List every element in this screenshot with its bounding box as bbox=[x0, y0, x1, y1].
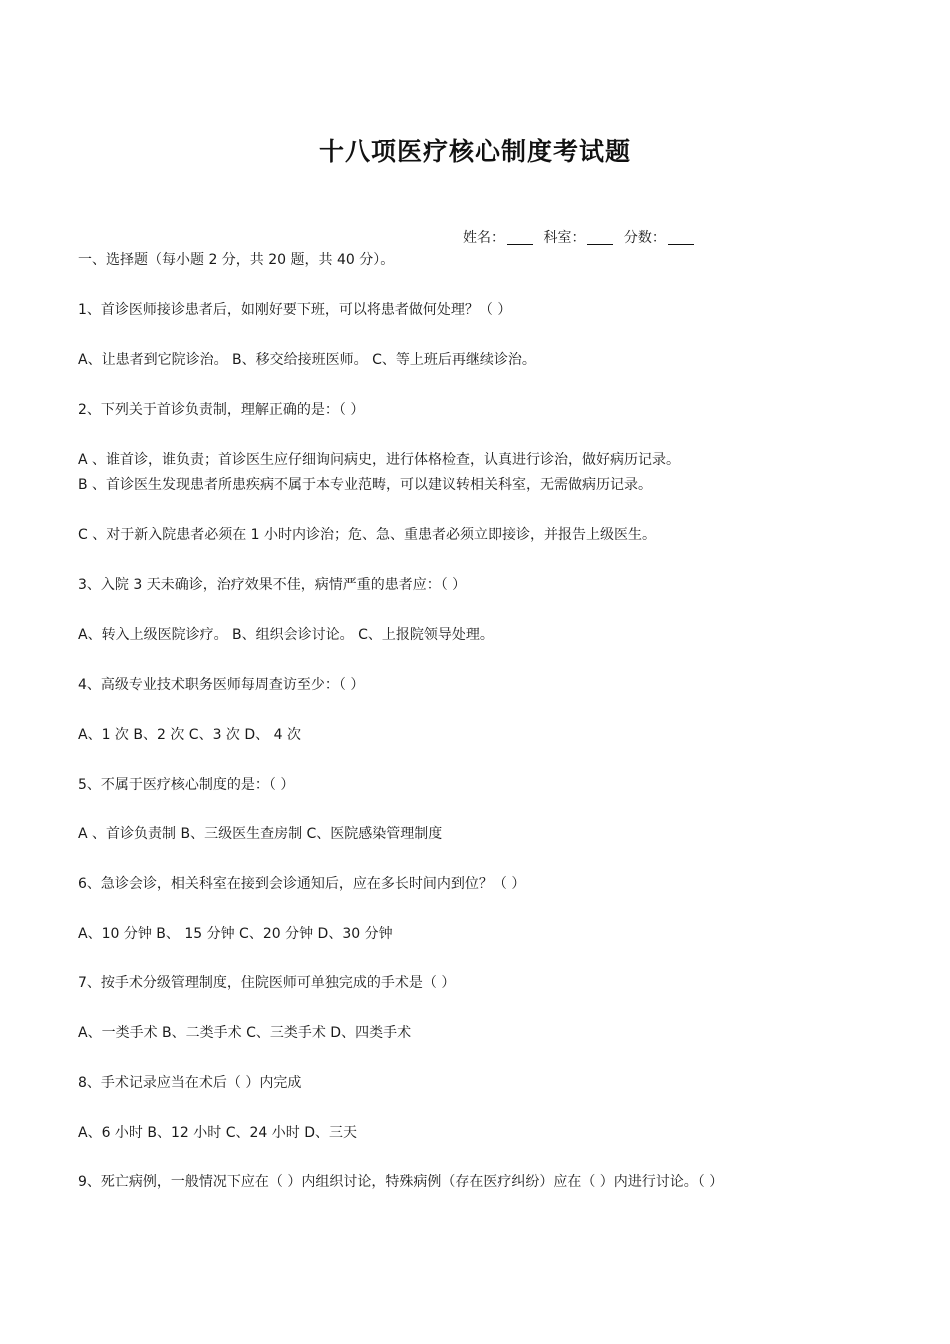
question-1: 1、首诊医师接诊患者后，如刚好要下班，可以将患者做何处理？（ ） bbox=[78, 302, 512, 318]
question-1-options: A、让患者到它院诊治。 B、移交给接班医师。 C、等上班后再继续诊治。 bbox=[78, 352, 536, 368]
score-blank bbox=[668, 230, 694, 245]
question-2-option-b: B 、首诊医生发现患者所患疾病不属于本专业范畴，可以建议转相关科室，无需做病历记录。 bbox=[78, 477, 653, 493]
dept-label: 科室： bbox=[543, 230, 586, 246]
dept-blank bbox=[587, 230, 613, 245]
question-2-option-a: A 、谁首诊，谁负责；首诊医生应仔细询问病史，进行体格检查，认真进行诊治，做好病历记录。 bbox=[78, 452, 681, 468]
name-blank bbox=[507, 230, 533, 245]
question-9: 9、死亡病例，一般情况下应在（ ）内组织讨论，特殊病例（存在医疗纠纷）应在（ ）内进行讨论。（ ） bbox=[78, 1174, 724, 1190]
question-7-options: A、一类手术 B、二类手术 C、三类手术 D、四类手术 bbox=[78, 1025, 412, 1041]
question-3: 3、入院 3 天未确诊，治疗效果不佳，病情严重的患者应：（ ） bbox=[78, 577, 467, 593]
page-title: 十八项医疗核心制度考试题 bbox=[318, 137, 631, 166]
question-8-options: A、6 小时 B、12 小时 C、24 小时 D、三天 bbox=[78, 1125, 357, 1141]
question-8: 8、手术记录应当在术后（ ）内完成 bbox=[78, 1075, 302, 1091]
question-2-option-c: C 、对于新入院患者必须在 1 小时内诊治；危、急、重患者必须立即接诊，并报告上级医生。 bbox=[78, 527, 657, 543]
question-6: 6、急诊会诊，相关科室在接到会诊通知后，应在多长时间内到位？（ ） bbox=[78, 876, 526, 892]
question-6-options: A、10 分钟 B、 15 分钟 C、20 分钟 D、30 分钟 bbox=[78, 926, 393, 942]
question-5: 5、不属于医疗核心制度的是：（ ） bbox=[78, 777, 295, 793]
question-4-options: A、1 次 B、2 次 C、3 次 D、 4 次 bbox=[78, 727, 301, 743]
question-7: 7、按手术分级管理制度，住院医师可单独完成的手术是（ ） bbox=[78, 975, 456, 991]
question-2: 2、下列关于首诊负责制，理解正确的是：（ ） bbox=[78, 402, 365, 418]
question-3-options: A、转入上级医院诊疗。 B、组织会诊讨论。 C、上报院领导处理。 bbox=[78, 627, 494, 643]
student-info bbox=[463, 227, 700, 247]
question-4: 4、高级专业技术职务医师每周查访至少：（ ） bbox=[78, 677, 365, 693]
section-heading: 一、选择题（每小题 2 分，共 20 题，共 40 分）。 bbox=[78, 252, 395, 268]
name-label: 姓名： bbox=[463, 230, 505, 246]
score-label: 分数： bbox=[623, 230, 666, 246]
question-5-options: A 、首诊负责制 B、三级医生查房制 C、医院感染管理制度 bbox=[78, 826, 443, 842]
